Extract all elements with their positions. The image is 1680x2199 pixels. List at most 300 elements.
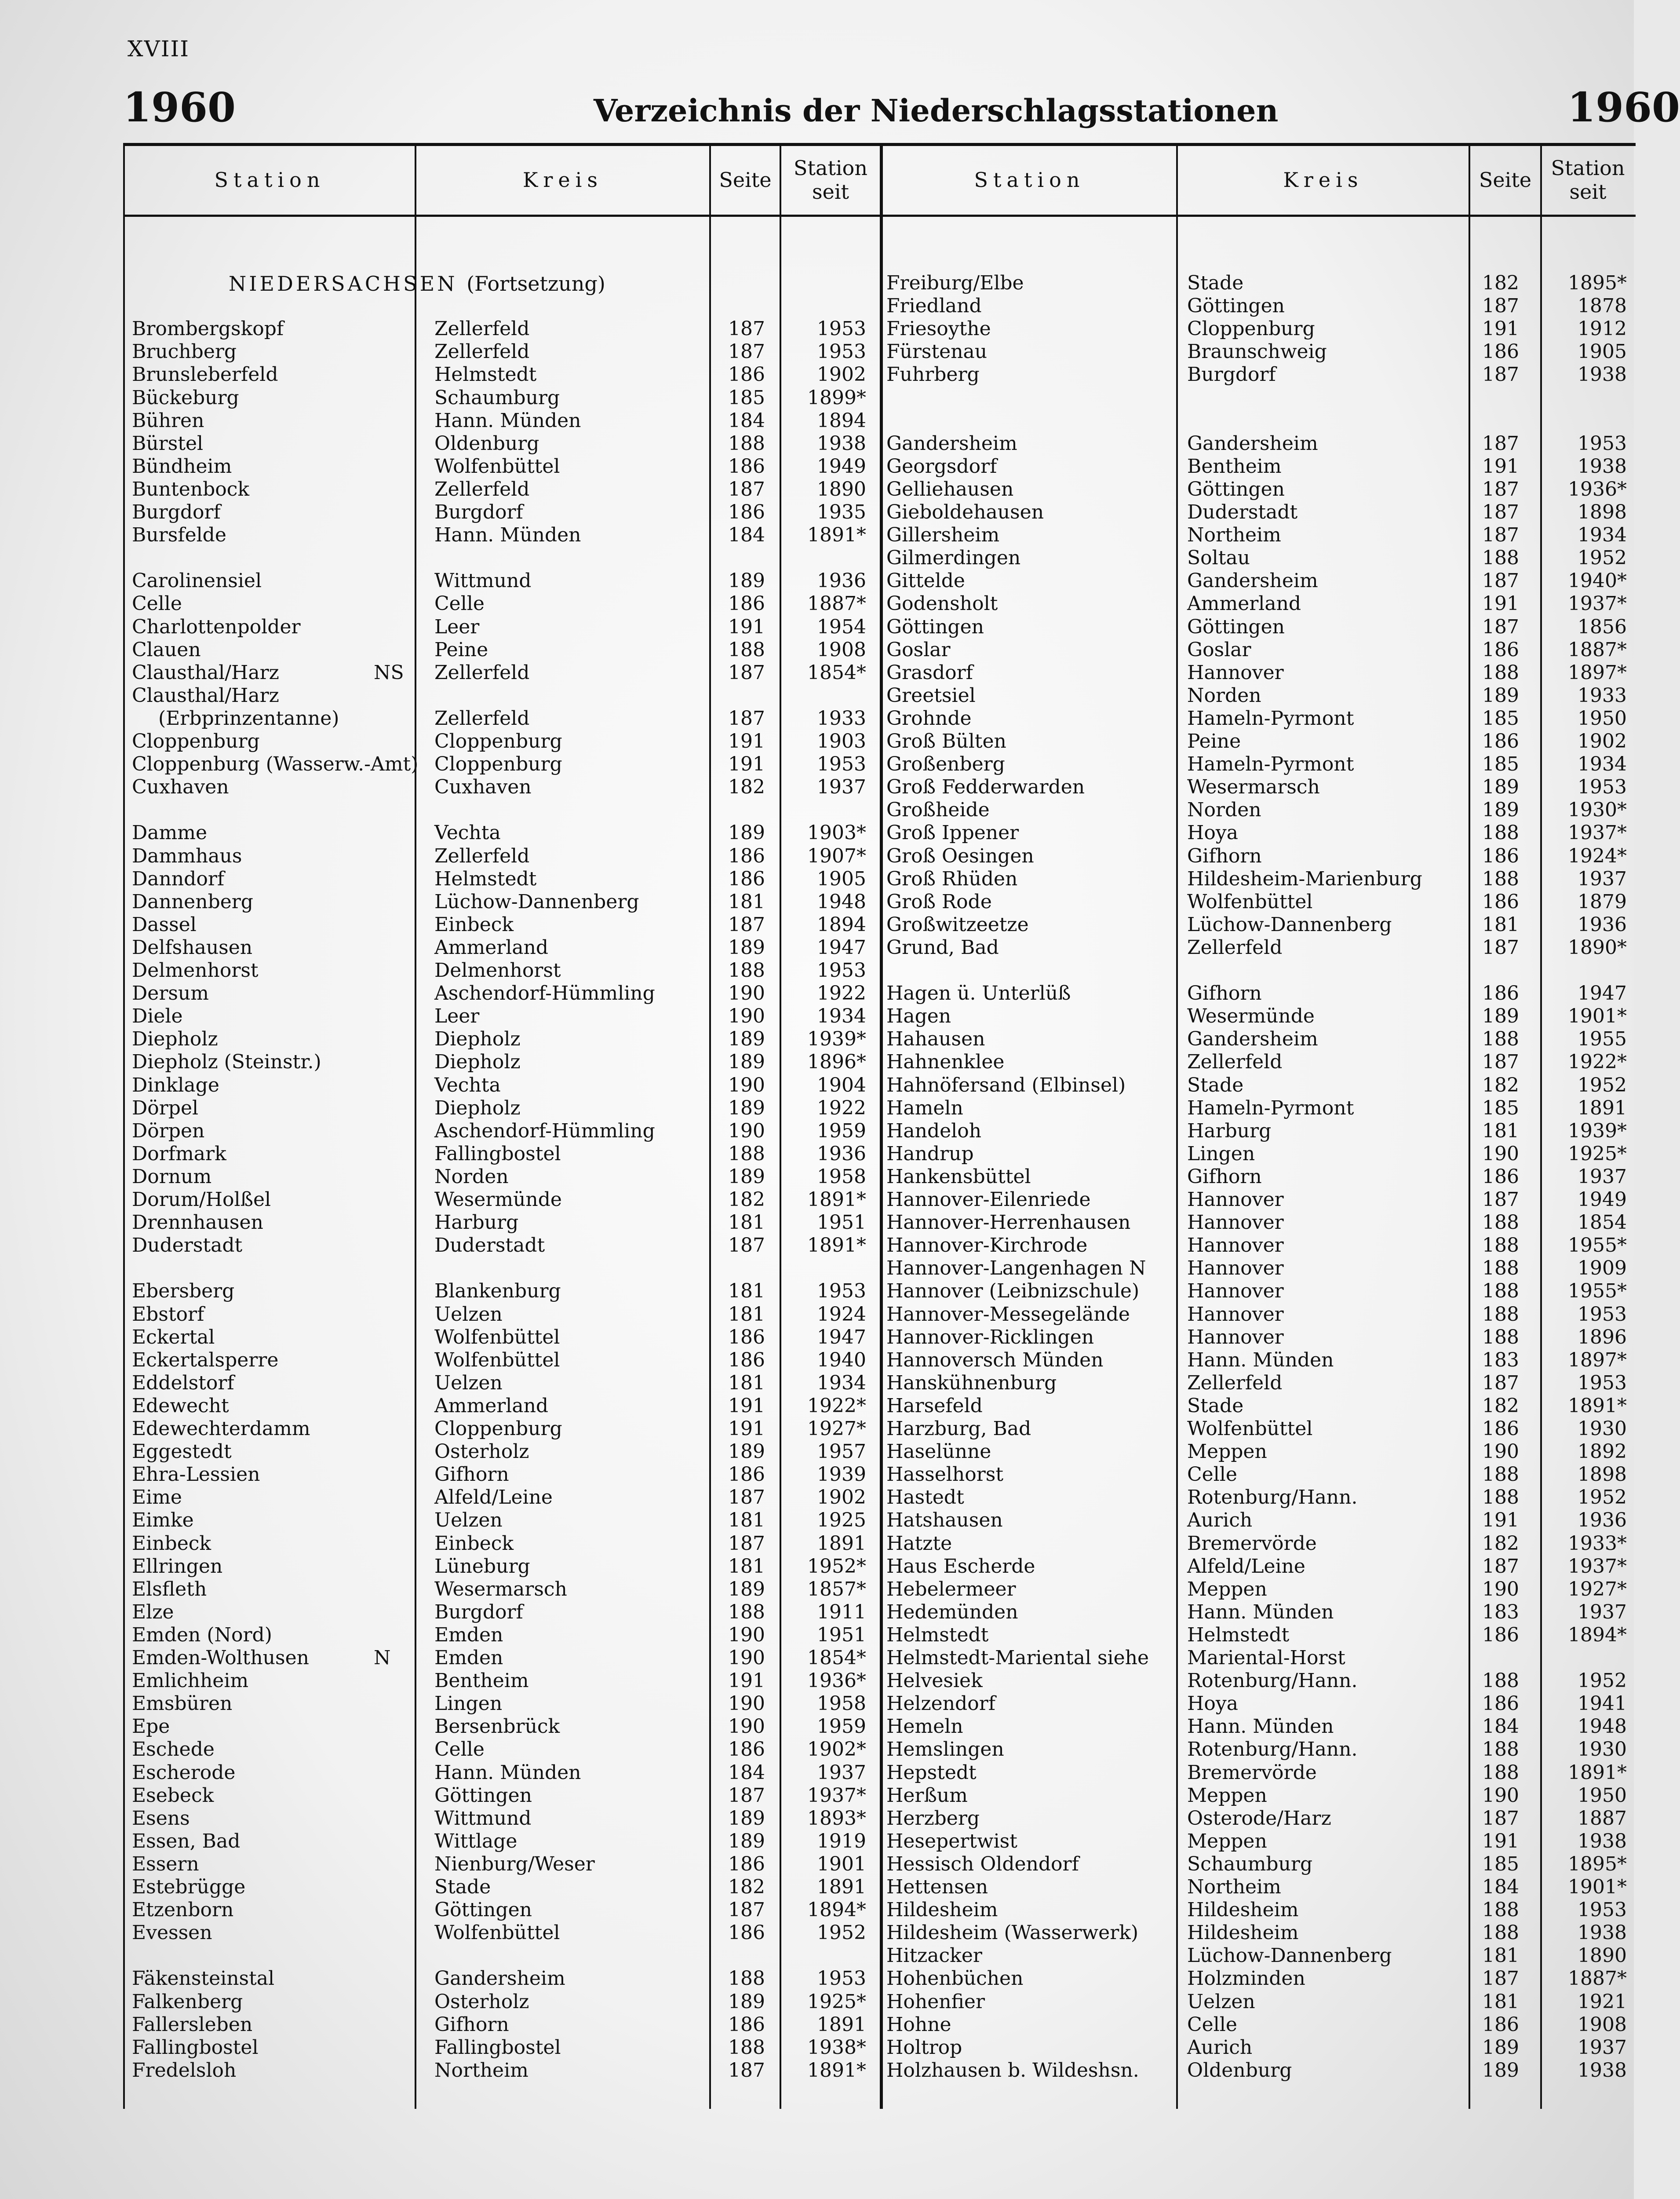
station-name: Fredelsloh	[132, 2059, 237, 2082]
kreis-name: Lingen	[434, 1692, 503, 1715]
seite-number: 189	[728, 1830, 765, 1852]
station-name: Einbeck	[132, 1532, 211, 1555]
station-since: 1934	[817, 1005, 866, 1028]
kreis-name: Bremervörde	[1187, 1761, 1317, 1784]
header-seite: Seite	[1479, 168, 1532, 192]
station-since: 1936	[817, 1142, 866, 1165]
station-name: Eschede	[132, 1738, 215, 1761]
kreis-name: Göttingen	[1187, 478, 1285, 500]
kreis-name: Hann. Münden	[1187, 1715, 1334, 1738]
station-name: Gillersheim	[886, 524, 1000, 547]
station-since: 1958	[817, 1692, 866, 1715]
seite-number: 187	[728, 1486, 765, 1509]
station-name: Clausthal/Harz	[132, 684, 279, 707]
seite-number: 189	[728, 1165, 765, 1188]
seite-number: 190	[728, 1647, 765, 1669]
station-since: 1930*	[1568, 799, 1627, 822]
station-name: Damme	[132, 822, 207, 844]
station-since: 1904	[817, 1074, 866, 1096]
kreis-name: Rotenburg/Hann.	[1187, 1738, 1358, 1761]
col-rule	[1176, 143, 1178, 2109]
station-name: Bruchberg	[132, 340, 237, 363]
kreis-name: Fallingbostel	[434, 2036, 561, 2059]
station-since: 1922	[817, 982, 866, 1005]
station-name: Clausthal/Harz	[132, 661, 279, 684]
station-name: Falkenberg	[132, 1990, 243, 2013]
kreis-name: Wolfenbüttel	[434, 455, 560, 478]
station-name: Dorfmark	[132, 1142, 226, 1165]
station-since: 1934	[1578, 524, 1627, 547]
kreis-name: Aschendorf-Hümmling	[434, 982, 655, 1005]
station-name: Gieboldehausen	[886, 501, 1044, 523]
station-name: Gilmerdingen	[886, 547, 1021, 570]
station-since: 1892	[1578, 1440, 1627, 1463]
station-name: Fallingbostel	[132, 2036, 259, 2059]
kreis-name: Celle	[1187, 1463, 1237, 1486]
seite-number: 187	[1482, 1967, 1519, 1990]
station-name: Hanskühnenburg	[886, 1371, 1057, 1394]
kreis-name: Northeim	[1187, 1876, 1281, 1898]
kreis-name: Harburg	[1187, 1119, 1272, 1142]
kreis-name: Zellerfeld	[434, 844, 530, 867]
station-since: 1890	[1578, 1944, 1627, 1967]
seite-number: 190	[1482, 1142, 1519, 1165]
station-since: 1952	[1578, 1074, 1627, 1096]
kreis-name: Rotenburg/Hann.	[1187, 1486, 1358, 1509]
station-since: 1890*	[1568, 936, 1627, 959]
station-since: 1951	[817, 1623, 866, 1646]
station-name: Epe	[132, 1715, 170, 1738]
kreis-name: Cloppenburg	[434, 753, 562, 776]
kreis-name: Stade	[1187, 1074, 1244, 1096]
seite-number: 181	[728, 1303, 765, 1326]
kreis-name: Alfeld/Leine	[434, 1486, 553, 1509]
seite-number: 182	[1482, 272, 1519, 294]
seite-number: 185	[1482, 707, 1519, 730]
station-name: Bühren	[132, 409, 204, 432]
seite-number: 189	[728, 936, 765, 959]
station-since: 1902	[817, 1486, 866, 1509]
seite-number: 188	[1482, 1761, 1519, 1784]
seite-number: 188	[728, 1967, 765, 1990]
station-name: Godensholt	[886, 592, 998, 615]
seite-number: 189	[1482, 776, 1519, 799]
kreis-name: Gifhorn	[434, 1463, 509, 1486]
station-since: 1958	[817, 1165, 866, 1188]
seite-number: 187	[1482, 1188, 1519, 1211]
kreis-name: Holzminden	[1187, 1967, 1305, 1990]
kreis-name: Hildesheim-Marienburg	[1187, 867, 1422, 890]
station-since: 1940*	[1568, 570, 1627, 592]
seite-number: 187	[1482, 1807, 1519, 1830]
seite-number: 181	[728, 1211, 765, 1234]
station-since: 1954	[817, 615, 866, 638]
kreis-name: Gifhorn	[1187, 1165, 1262, 1188]
station-since: 1937*	[1568, 822, 1627, 844]
station-since: 1921	[1578, 1990, 1627, 2013]
year-right: 1960	[1567, 84, 1680, 131]
kreis-name: Aurich	[1187, 2036, 1253, 2059]
seite-number: 181	[728, 1280, 765, 1303]
kreis-name: Stade	[434, 1876, 491, 1898]
station-name: Dornum	[132, 1165, 212, 1188]
station-name: Friesoythe	[886, 318, 991, 340]
kreis-name: Bentheim	[434, 1669, 529, 1692]
kreis-name: Gifhorn	[434, 2013, 509, 2036]
station-name: Danndorf	[132, 867, 225, 890]
station-name: Emden-Wolthusen	[132, 1647, 309, 1669]
kreis-name: Norden	[1187, 799, 1261, 822]
seite-number: 181	[728, 1555, 765, 1578]
seite-number: 188	[728, 638, 765, 661]
kreis-name: Zellerfeld	[1187, 1371, 1283, 1394]
kreis-name: Gifhorn	[1187, 844, 1262, 867]
station-since: 1951	[817, 1211, 866, 1234]
station-name: Freiburg/Elbe	[886, 272, 1024, 294]
station-name: Helzendorf	[886, 1692, 996, 1715]
station-since: 1955*	[1568, 1234, 1627, 1257]
kreis-name: Vechta	[434, 1074, 501, 1096]
kreis-name: Hildesheim	[1187, 1899, 1299, 1921]
station-since: 1902*	[807, 1738, 866, 1761]
station-since: 1890	[817, 478, 866, 500]
station-since: 1897*	[1568, 661, 1627, 684]
station-name: Groß Fedderwarden	[886, 776, 1085, 799]
station-since: 1897*	[1568, 1348, 1627, 1371]
station-name: Esens	[132, 1807, 190, 1830]
station-name: Fallersleben	[132, 2013, 253, 2036]
seite-number: 186	[728, 844, 765, 867]
kreis-name: Wesermarsch	[434, 1578, 567, 1600]
kreis-name: Northeim	[434, 2059, 528, 2082]
station-since: 1879	[1578, 890, 1627, 913]
station-since: 1938	[1578, 2059, 1627, 2082]
year-left: 1960	[123, 84, 236, 131]
seite-number: 182	[728, 1876, 765, 1898]
station-since: 1933	[1578, 684, 1627, 707]
seite-number: 185	[1482, 1852, 1519, 1875]
station-since: 1924*	[1568, 844, 1627, 867]
station-name: Hemslingen	[886, 1738, 1004, 1761]
station-since: 1878	[1578, 295, 1627, 318]
station-name: Hebelermeer	[886, 1578, 1016, 1600]
seite-number: 188	[1482, 1211, 1519, 1234]
kreis-name: Emden	[434, 1623, 503, 1646]
seite-number: 186	[1482, 1623, 1519, 1646]
seite-number: 186	[728, 2013, 765, 2036]
station-since: 1912	[1578, 318, 1627, 340]
station-since: 1950	[1578, 1784, 1627, 1807]
station-since: 1933*	[1568, 1532, 1627, 1555]
station-since: 1938	[817, 432, 866, 455]
kreis-name: Oldenburg	[1187, 2059, 1292, 2082]
station-name: Dorum/Holßel	[132, 1188, 271, 1211]
station-name: Hannover-Langenhagen N	[886, 1257, 1146, 1280]
kreis-name: Leer	[434, 615, 480, 638]
station-since: 1939*	[1568, 1119, 1627, 1142]
kreis-name: Hameln-Pyrmont	[1187, 707, 1354, 730]
station-name: Diepholz (Steinstr.)	[132, 1051, 321, 1074]
station-since: 1894	[817, 409, 866, 432]
station-since: 1934	[817, 1371, 866, 1394]
kreis-name: Göttingen	[434, 1899, 532, 1921]
station-name: Harsefeld	[886, 1394, 983, 1417]
kreis-name: Lingen	[1187, 1142, 1255, 1165]
station-since: 1856	[1578, 615, 1627, 638]
station-name: Emden (Nord)	[132, 1623, 272, 1646]
seite-number: 190	[1482, 1578, 1519, 1600]
station-since: 1911	[817, 1600, 866, 1623]
station-name: Eddelstorf	[132, 1371, 234, 1394]
kreis-name: Zellerfeld	[434, 340, 530, 363]
station-since: 1902	[1578, 730, 1627, 752]
seite-number: 187	[1482, 432, 1519, 455]
kreis-name: Diepholz	[434, 1028, 521, 1051]
seite-number: 191	[728, 730, 765, 752]
kreis-name: Cloppenburg	[434, 730, 562, 752]
seite-number: 186	[728, 1463, 765, 1486]
station-name: Delmenhorst	[132, 959, 259, 982]
header-station: Station	[214, 168, 325, 192]
station-since: 1927*	[807, 1417, 866, 1440]
station-name: Hemeln	[886, 1715, 963, 1738]
station-since: 1937	[1578, 2036, 1627, 2059]
kreis-name: Göttingen	[1187, 615, 1285, 638]
station-name: Hitzacker	[886, 1944, 982, 1967]
station-since: 1937	[1578, 1165, 1627, 1188]
seite-number: 191	[728, 615, 765, 638]
kreis-name: Einbeck	[434, 1532, 514, 1555]
station-name: Escherode	[132, 1761, 236, 1784]
seite-number: 186	[1482, 638, 1519, 661]
seite-number: 188	[1482, 547, 1519, 570]
station-since: 1891	[817, 1532, 866, 1555]
station-since: 1930	[1578, 1738, 1627, 1761]
seite-number: 186	[728, 867, 765, 890]
seite-number: 188	[1482, 1899, 1519, 1921]
station-since: 1936*	[1568, 478, 1627, 500]
kreis-name: Gandersheim	[1187, 570, 1318, 592]
seite-number: 188	[1482, 1303, 1519, 1326]
station-name: Hagen ü. Unterlüß	[886, 982, 1071, 1005]
seite-number: 187	[728, 2059, 765, 2082]
station-name: Charlottenpolder	[132, 615, 301, 638]
seite-number: 186	[728, 1738, 765, 1761]
station-name: Bursfelde	[132, 524, 226, 547]
kreis-name: Schaumburg	[434, 386, 560, 409]
kreis-name: Delmenhorst	[434, 959, 561, 982]
station-name: Göttingen	[886, 615, 984, 638]
station-since: 1953	[817, 1280, 866, 1303]
station-since: 1952	[817, 1921, 866, 1944]
kreis-name: Hann. Münden	[434, 409, 581, 432]
seite-number: 189	[728, 822, 765, 844]
station-since: 1947	[1578, 982, 1627, 1005]
header-kreis: Kreis	[523, 168, 603, 192]
col-rule	[415, 143, 416, 2109]
station-name: Esebeck	[132, 1784, 214, 1807]
seite-number: 189	[728, 1051, 765, 1074]
seite-number: 186	[728, 455, 765, 478]
station-name: Dinklage	[132, 1074, 219, 1096]
kreis-name: Uelzen	[434, 1509, 503, 1532]
station-name: Bürstel	[132, 432, 204, 455]
kreis-name: Hoya	[1187, 1692, 1238, 1715]
header-station: Station	[974, 168, 1085, 192]
seite-number: 186	[728, 1348, 765, 1371]
station-name: Helvesiek	[886, 1669, 983, 1692]
station-since: 1948	[817, 890, 866, 913]
station-since: 1949	[817, 455, 866, 478]
station-since: 1891	[817, 1876, 866, 1898]
seite-number: 187	[728, 1899, 765, 1921]
station-since: 1908	[817, 638, 866, 661]
seite-number: 187	[1482, 1371, 1519, 1394]
station-since: 1891	[817, 2013, 866, 2036]
station-since: 1902	[817, 363, 866, 386]
station-name: Grohnde	[886, 707, 972, 730]
kreis-name: Ammerland	[1187, 592, 1301, 615]
kreis-name: Peine	[1187, 730, 1241, 752]
station-name: Eckertalsperre	[132, 1348, 279, 1371]
seite-number: 182	[728, 776, 765, 799]
station-since: 1907*	[807, 844, 866, 867]
kreis-name: Wittmund	[434, 1807, 532, 1830]
station-name: Elze	[132, 1600, 174, 1623]
seite-number: 186	[728, 363, 765, 386]
station-name: Hannover-Eilenriede	[886, 1188, 1091, 1211]
station-name: Groß Bülten	[886, 730, 1006, 752]
station-name: Handrup	[886, 1142, 974, 1165]
kreis-name: Wolfenbüttel	[1187, 890, 1313, 913]
kreis-name: Lüchow-Dannenberg	[1187, 1944, 1392, 1967]
station-name: Celle	[132, 592, 182, 615]
seite-number: 189	[728, 1807, 765, 1830]
station-name: Friedland	[886, 295, 982, 318]
seite-number: 186	[1482, 1692, 1519, 1715]
station-mark: N	[374, 1647, 391, 1669]
station-name: Hildesheim (Wasserwerk)	[886, 1921, 1139, 1944]
kreis-name: Hoya	[1187, 822, 1238, 844]
station-since: 1895*	[1568, 272, 1627, 294]
station-since: 1927*	[1568, 1578, 1627, 1600]
station-name: Hannover-Kirchrode	[886, 1234, 1088, 1257]
kreis-name: Zellerfeld	[434, 661, 530, 684]
station-name: Hettensen	[886, 1876, 988, 1898]
station-since: 1922	[817, 1096, 866, 1119]
station-name: Dörpel	[132, 1096, 199, 1119]
station-name: Hildesheim	[886, 1899, 998, 1921]
seite-number: 188	[728, 1142, 765, 1165]
kreis-name: Osterholz	[434, 1990, 529, 2013]
station-name: Brunsleberfeld	[132, 363, 278, 386]
kreis-name: Hannover	[1187, 1234, 1284, 1257]
station-since: 1894*	[1568, 1623, 1627, 1646]
station-name: Fürstenau	[886, 340, 988, 363]
seite-number: 186	[1482, 340, 1519, 363]
kreis-name: Hannover	[1187, 661, 1284, 684]
seite-number: 188	[1482, 1463, 1519, 1486]
kreis-name: Norden	[434, 1165, 509, 1188]
station-name: Burgdorf	[132, 501, 221, 523]
station-name: Carolinensiel	[132, 570, 262, 592]
kreis-name: Wolfenbüttel	[434, 1921, 560, 1944]
seite-number: 190	[728, 982, 765, 1005]
station-since: 1955*	[1568, 1280, 1627, 1303]
header-kreis: Kreis	[1283, 168, 1363, 192]
kreis-name: Uelzen	[1187, 1990, 1255, 2013]
station-since: 1953	[817, 318, 866, 340]
station-since: 1952	[1578, 547, 1627, 570]
station-since: 1938	[1578, 1921, 1627, 1944]
seite-number: 190	[1482, 1784, 1519, 1807]
seite-number: 186	[1482, 730, 1519, 752]
station-name: Helmstedt-Mariental siehe	[886, 1647, 1149, 1669]
kreis-name: Zellerfeld	[434, 478, 530, 500]
station-since: 1891*	[807, 1188, 866, 1211]
kreis-name: Zellerfeld	[434, 707, 530, 730]
station-name: Hannover-Messegelände	[886, 1303, 1130, 1326]
seite-number: 187	[1482, 615, 1519, 638]
seite-number: 191	[728, 753, 765, 776]
station-name: Hatzte	[886, 1532, 952, 1555]
kreis-name: Peine	[434, 638, 488, 661]
station-name: Groß Rhüden	[886, 867, 1018, 890]
seite-number: 187	[1482, 524, 1519, 547]
kreis-name: Zellerfeld	[434, 318, 530, 340]
kreis-name: Gifhorn	[1187, 982, 1262, 1005]
station-since: 1938*	[807, 2036, 866, 2059]
station-name: Grasdorf	[886, 661, 973, 684]
station-name: Eckertal	[132, 1326, 215, 1348]
seite-number: 184	[728, 1761, 765, 1784]
station-since: 1854	[1578, 1211, 1627, 1234]
kreis-name: Zellerfeld	[1187, 936, 1283, 959]
seite-number: 190	[728, 1005, 765, 1028]
station-since: 1925*	[807, 1990, 866, 2013]
station-since: 1925	[817, 1509, 866, 1532]
station-since: 1937*	[1568, 1555, 1627, 1578]
station-since: 1959	[817, 1119, 866, 1142]
seite-number: 189	[728, 1990, 765, 2013]
seite-number: 186	[728, 1921, 765, 1944]
seite-number: 184	[1482, 1876, 1519, 1898]
station-name: Großheide	[886, 799, 990, 822]
station-name: Hedemünden	[886, 1600, 1018, 1623]
station-name: Eime	[132, 1486, 182, 1509]
kreis-name: Göttingen	[434, 1784, 532, 1807]
kreis-name: Hameln-Pyrmont	[1187, 1096, 1354, 1119]
station-name: Dassel	[132, 913, 197, 936]
station-name: Harzburg, Bad	[886, 1417, 1031, 1440]
kreis-name: Norden	[1187, 684, 1261, 707]
seite-number: 186	[1482, 982, 1519, 1005]
station-name: Dersum	[132, 982, 209, 1005]
station-since: 1937	[1578, 1600, 1627, 1623]
station-name: Edewechterdamm	[132, 1417, 310, 1440]
seite-number: 189	[728, 1096, 765, 1119]
station-name: Buntenbock	[132, 478, 250, 500]
station-since: 1949	[1578, 1188, 1627, 1211]
station-since: 1952	[1578, 1669, 1627, 1692]
kreis-name: Lüchow-Dannenberg	[1187, 913, 1392, 936]
kreis-name: Meppen	[1187, 1784, 1267, 1807]
seite-number: 188	[1482, 1669, 1519, 1692]
station-since: 1857*	[807, 1578, 866, 1600]
station-name: Diepholz	[132, 1028, 218, 1051]
kreis-name: Duderstadt	[434, 1234, 545, 1257]
station-name: Groß Oesingen	[886, 844, 1034, 867]
